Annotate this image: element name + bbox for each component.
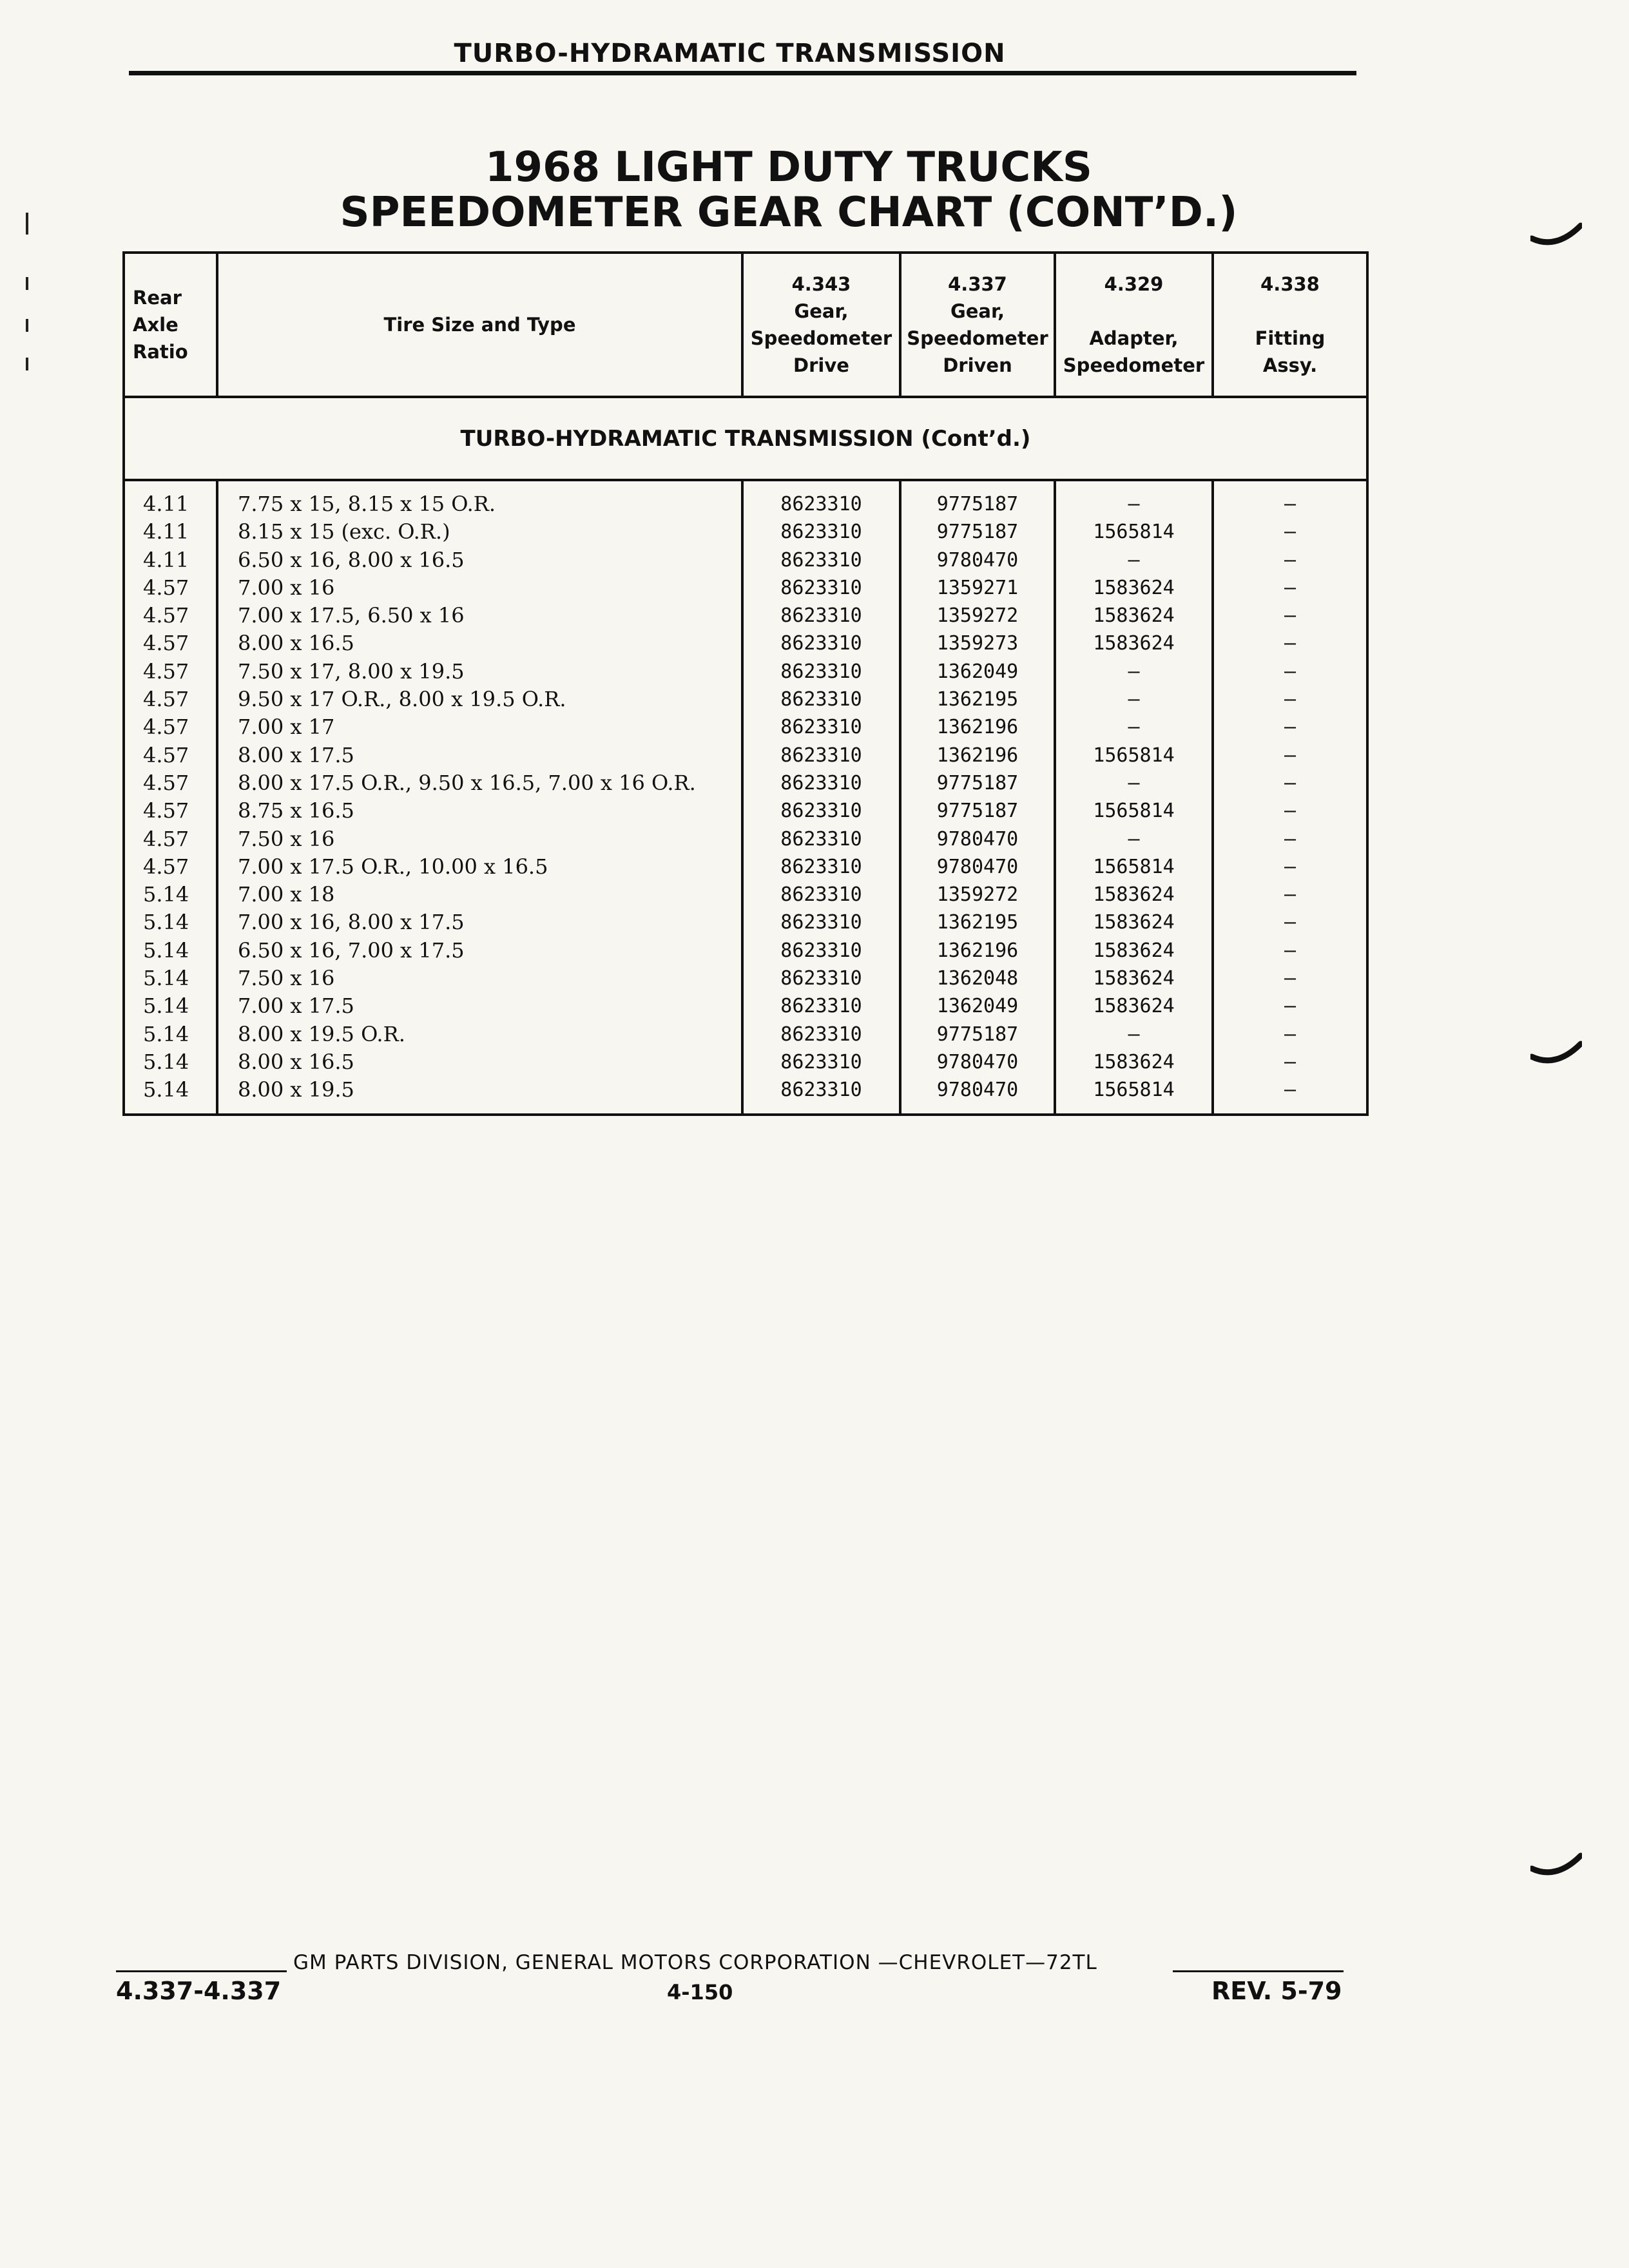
cell-row-14-col-5: 1565814 [1093,855,1175,878]
cell-row-10-col-3: 8623310 [780,744,862,767]
column-header-drive [742,253,900,397]
cell-row-14-col-1: 4.57 [143,854,189,879]
column-header-line: Adapter, [1089,327,1179,349]
column-header-line: Tire Size and Type [383,314,576,336]
cell-row-17-col-4: 1362196 [936,939,1019,962]
cell-row-16-col-5: 1583624 [1093,911,1175,934]
cell-row-13-col-2: 7.50 x 16 [238,826,335,851]
cell-row-8-col-3: 8623310 [780,688,862,711]
cell-row-13-col-4: 9780470 [936,827,1019,850]
cell-row-14-col-4: 9780470 [936,855,1019,878]
footer-publisher: GM PARTS DIVISION, GENERAL MOTORS CORPORATION —CHEVROLET—72TL [293,1951,1097,1974]
table-body [124,480,1367,1115]
footer-rule-right [1173,1970,1344,1972]
footer-page-number: 4-150 [667,1980,733,2004]
cell-row-15-col-4: 1359272 [936,883,1019,907]
cell-row-20-col-1: 5.14 [143,1021,189,1046]
cell-row-8-col-6: – [1284,688,1296,711]
cell-row-17-col-6: – [1284,939,1296,962]
cell-row-17-col-1: 5.14 [143,937,189,963]
column-header-line: Assy. [1262,354,1318,376]
cell-row-2-col-2: 8.15 x 15 (exc. O.R.) [238,519,450,544]
cell-row-5-col-5: 1583624 [1093,604,1175,628]
binder-mark-icon [1530,1849,1582,1881]
cell-row-5-col-1: 4.57 [143,603,189,628]
cell-row-22-col-5: 1565814 [1093,1079,1175,1102]
cell-row-10-col-1: 4.57 [143,742,189,767]
cell-row-7-col-4: 1362049 [936,660,1019,683]
cell-row-16-col-1: 5.14 [143,910,189,935]
cell-row-3-col-3: 8623310 [780,548,862,572]
cell-row-6-col-2: 8.00 x 16.5 [238,631,354,656]
page-header [129,39,1356,75]
cell-row-22-col-6: – [1284,1079,1296,1102]
cell-row-20-col-5: – [1128,1023,1140,1046]
column-header-line: 4.338 [1260,273,1320,295]
cell-row-18-col-2: 7.50 x 16 [238,966,335,991]
cell-row-9-col-2: 7.00 x 17 [238,715,335,740]
cell-row-7-col-2: 7.50 x 17, 8.00 x 19.5 [238,658,465,684]
margin-tick [26,319,28,332]
cell-row-1-col-3: 8623310 [780,493,862,515]
cell-row-17-col-3: 8623310 [780,939,862,962]
cell-row-5-col-3: 8623310 [780,604,862,628]
cell-row-3-col-5: – [1128,548,1140,572]
column-tire-size [217,480,742,1115]
cell-row-22-col-2: 8.00 x 19.5 [238,1077,354,1102]
cell-row-12-col-6: – [1284,800,1296,823]
column-adapter [1055,480,1213,1115]
cell-row-19-col-3: 8623310 [780,995,862,1018]
footer-group-range: 4.337-4.337 [116,1977,282,2005]
cell-row-22-col-3: 8623310 [780,1079,862,1102]
cell-row-1-col-1: 4.11 [143,492,189,516]
margin-tick [26,213,28,235]
cell-row-16-col-2: 7.00 x 16, 8.00 x 17.5 [238,910,465,935]
cell-row-5-col-6: – [1284,604,1296,628]
footer-rule-left [116,1970,287,1972]
cell-row-16-col-4: 1362195 [936,911,1019,934]
cell-row-4-col-3: 8623310 [780,576,862,599]
column-header-line: Gear, [950,300,1005,322]
column-header-tire [217,253,742,397]
cell-row-13-col-1: 4.57 [143,826,189,851]
cell-row-3-col-1: 4.11 [143,547,189,572]
column-header-line [1214,298,1366,325]
cell-row-18-col-6: – [1284,967,1296,990]
cell-row-8-col-4: 1362195 [936,688,1019,711]
column-header-driven [900,253,1055,397]
cell-row-12-col-3: 8623310 [780,800,862,823]
column-header-line: Drive [793,354,849,376]
column-header-line: Rear [133,287,182,309]
cell-row-21-col-2: 8.00 x 16.5 [238,1049,354,1074]
cell-row-21-col-5: 1583624 [1093,1050,1175,1073]
cell-row-6-col-4: 1359273 [936,632,1019,655]
cell-row-4-col-5: 1583624 [1093,576,1175,599]
cell-row-18-col-3: 8623310 [780,967,862,990]
cell-row-1-col-2: 7.75 x 15, 8.15 x 15 O.R. [238,492,496,516]
column-header-line [1056,298,1211,325]
cell-row-11-col-6: – [1284,771,1296,794]
column-header-line: 4.337 [948,273,1007,295]
cell-row-17-col-5: 1583624 [1093,939,1175,962]
cell-row-20-col-4: 9775187 [936,1023,1019,1046]
cell-row-14-col-3: 8623310 [780,855,862,878]
cell-row-7-col-5: – [1128,660,1140,683]
cell-row-10-col-5: 1565814 [1093,744,1175,767]
cell-row-2-col-4: 9775187 [936,521,1019,544]
cell-row-21-col-3: 8623310 [780,1050,862,1073]
cell-row-2-col-6: – [1284,521,1296,544]
cell-row-10-col-4: 1362196 [936,744,1019,767]
cell-row-15-col-2: 7.00 x 18 [238,882,335,907]
cell-row-6-col-3: 8623310 [780,632,862,655]
cell-row-5-col-2: 7.00 x 17.5, 6.50 x 16 [238,603,465,628]
cell-row-12-col-4: 9775187 [936,800,1019,823]
cell-row-13-col-6: – [1284,827,1296,850]
cell-row-2-col-5: 1565814 [1093,521,1175,544]
cell-row-11-col-5: – [1128,771,1140,794]
cell-row-1-col-5: – [1128,493,1140,515]
cell-row-9-col-3: 8623310 [780,716,862,739]
cell-row-22-col-4: 9780470 [936,1079,1019,1102]
cell-row-15-col-6: – [1284,883,1296,907]
cell-row-9-col-5: – [1128,716,1140,739]
column-header-line: Fitting [1255,327,1325,349]
cell-row-8-col-2: 9.50 x 17 O.R., 8.00 x 19.5 O.R. [238,687,566,712]
column-header-line: 4.329 [1104,273,1164,295]
cell-row-14-col-2: 7.00 x 17.5 O.R., 10.00 x 16.5 [238,854,548,879]
cell-row-22-col-1: 5.14 [143,1077,189,1102]
cell-row-2-col-1: 4.11 [143,519,189,544]
column-header-line: Speedometer [1063,354,1205,376]
section-row [124,397,1367,480]
cell-row-14-col-6: – [1284,855,1296,878]
cell-row-16-col-6: – [1284,911,1296,934]
cell-row-20-col-3: 8623310 [780,1023,862,1046]
document-title-line-2: SPEEDOMETER GEAR CHART (CONT’D.) [340,189,1238,236]
cell-row-10-col-2: 8.00 x 17.5 [238,742,354,767]
section-title: TURBO-HYDRAMATIC TRANSMISSION (Cont’d.) [124,397,1367,480]
cell-row-19-col-4: 1362049 [936,995,1019,1018]
cell-row-2-col-3: 8623310 [780,521,862,544]
cell-row-15-col-5: 1583624 [1093,883,1175,907]
cell-row-11-col-4: 9775187 [936,771,1019,794]
cell-row-16-col-3: 8623310 [780,911,862,934]
binder-mark-icon [1530,1037,1582,1070]
cell-row-19-col-5: 1583624 [1093,995,1175,1018]
cell-row-8-col-5: – [1128,688,1140,711]
page-header-title: TURBO-HYDRAMATIC TRANSMISSION [454,39,1006,68]
cell-row-7-col-6: – [1284,660,1296,683]
cell-row-8-col-1: 4.57 [143,687,189,712]
document-title [0,145,1629,235]
cell-row-17-col-2: 6.50 x 16, 7.00 x 17.5 [238,937,465,963]
cell-row-5-col-4: 1359272 [936,604,1019,628]
column-header-fitting [1213,253,1367,397]
cell-row-1-col-6: – [1284,493,1296,515]
cell-row-13-col-3: 8623310 [780,827,862,850]
margin-tick [26,277,28,290]
cell-row-19-col-6: – [1284,995,1296,1018]
column-header-line: Axle [133,314,178,336]
cell-row-4-col-1: 4.57 [143,575,189,600]
cell-row-9-col-6: – [1284,716,1296,739]
column-header-line: Ratio [133,341,188,363]
cell-row-3-col-4: 9780470 [936,548,1019,572]
cell-row-12-col-5: 1565814 [1093,800,1175,823]
document-title-line-1: 1968 LIGHT DUTY TRUCKS [485,144,1092,191]
column-header-line: Speedometer [907,327,1048,349]
cell-row-21-col-4: 9780470 [936,1050,1019,1073]
column-header-adapter [1055,253,1213,397]
cell-row-9-col-1: 4.57 [143,715,189,740]
cell-row-19-col-2: 7.00 x 17.5 [238,994,354,1019]
cell-row-9-col-4: 1362196 [936,716,1019,739]
cell-row-12-col-1: 4.57 [143,798,189,823]
cell-row-6-col-5: 1583624 [1093,632,1175,655]
column-header-line: Driven [943,354,1012,376]
column-gear-driven [900,480,1055,1115]
cell-row-3-col-2: 6.50 x 16, 8.00 x 16.5 [238,547,465,572]
cell-row-7-col-1: 4.57 [143,658,189,684]
column-header-line: Speedometer [750,327,892,349]
cell-row-18-col-1: 5.14 [143,966,189,991]
cell-row-4-col-4: 1359271 [936,576,1019,599]
cell-row-11-col-3: 8623310 [780,771,862,794]
binder-mark-icon [1530,219,1582,251]
cell-row-1-col-4: 9775187 [936,493,1019,515]
cell-row-4-col-6: – [1284,576,1296,599]
column-header-ratio [124,253,217,397]
cell-row-18-col-5: 1583624 [1093,967,1175,990]
column-header-line: Gear, [794,300,849,322]
cell-row-20-col-6: – [1284,1023,1296,1046]
cell-row-3-col-6: – [1284,548,1296,572]
cell-row-11-col-2: 8.00 x 17.5 O.R., 9.50 x 16.5, 7.00 x 16 O.R. [238,770,696,795]
column-gear-drive [742,480,900,1115]
cell-row-20-col-2: 8.00 x 19.5 O.R. [238,1021,405,1046]
column-fitting [1213,480,1367,1115]
table-header-row [124,253,1367,397]
speedometer-gear-chart [122,251,1369,1116]
cell-row-15-col-3: 8623310 [780,883,862,907]
cell-row-13-col-5: – [1128,827,1140,850]
cell-row-15-col-1: 5.14 [143,882,189,907]
cell-row-11-col-1: 4.57 [143,770,189,795]
cell-row-12-col-2: 8.75 x 16.5 [238,798,354,823]
cell-row-19-col-1: 5.14 [143,994,189,1019]
cell-row-21-col-1: 5.14 [143,1049,189,1074]
cell-row-21-col-6: – [1284,1050,1296,1073]
cell-row-6-col-1: 4.57 [143,631,189,656]
footer-revision: REV. 5-79 [1211,1977,1342,2005]
cell-row-18-col-4: 1362048 [936,967,1019,990]
column-rear-axle-ratio [124,480,217,1115]
cell-row-10-col-6: – [1284,744,1296,767]
cell-row-6-col-6: – [1284,632,1296,655]
cell-row-7-col-3: 8623310 [780,660,862,683]
column-header-line: 4.343 [791,273,851,295]
margin-tick [26,358,28,370]
cell-row-4-col-2: 7.00 x 16 [238,575,335,600]
